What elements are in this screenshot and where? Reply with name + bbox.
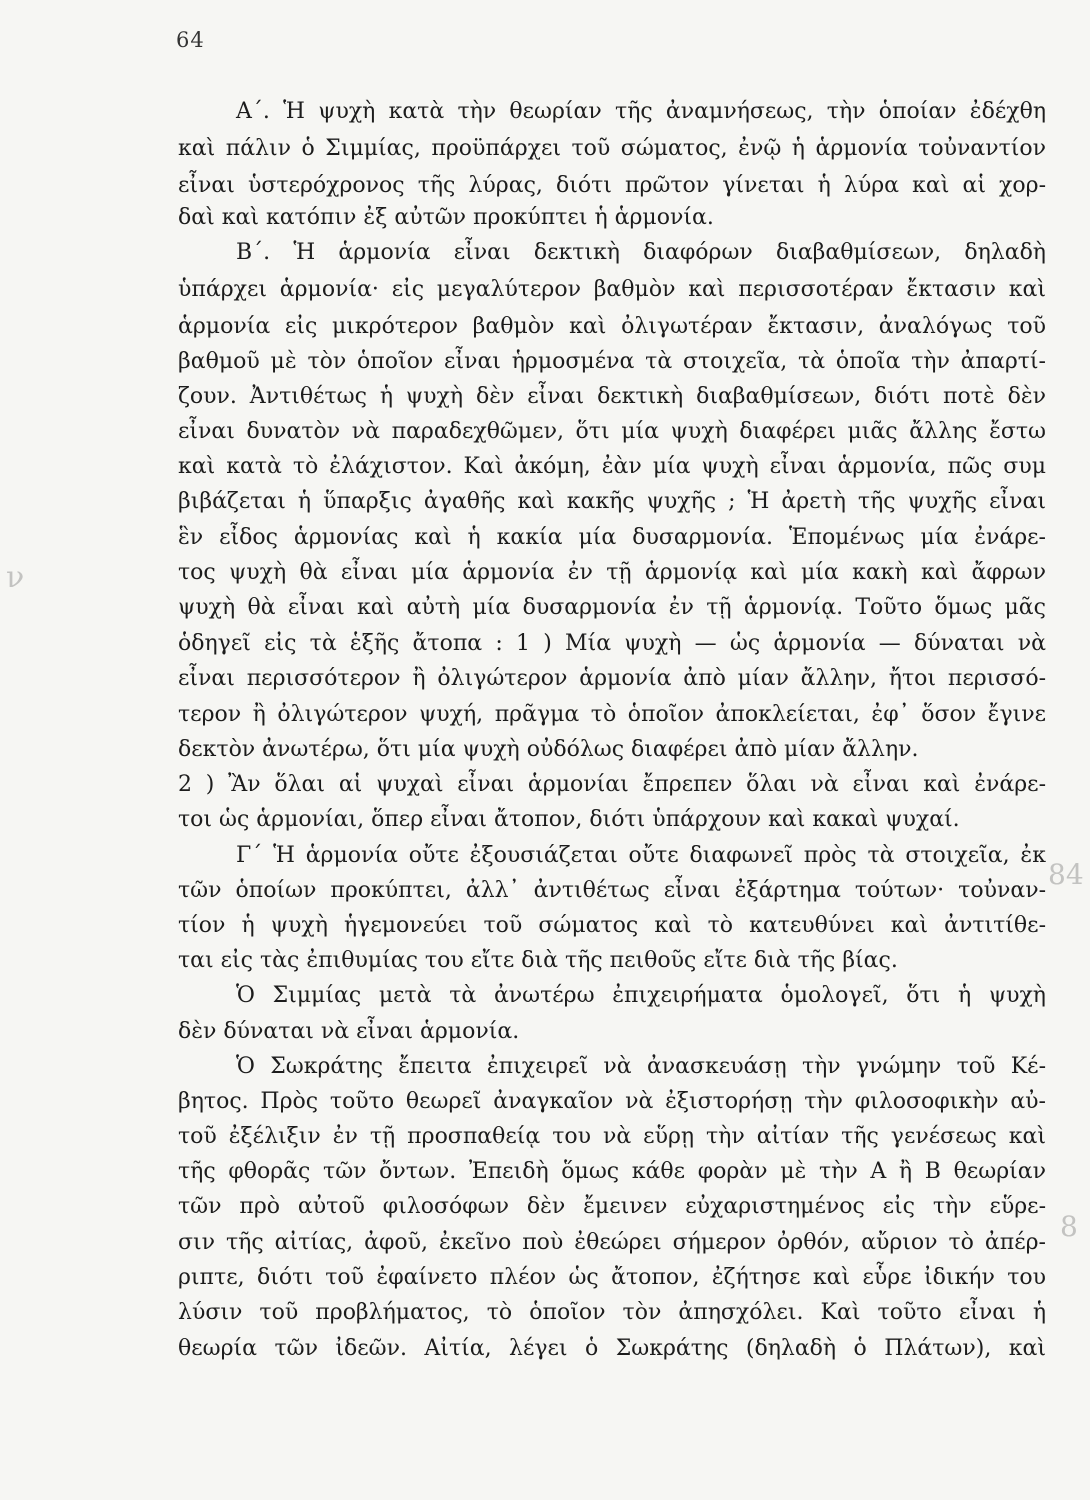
text-line-27: δὲν δύναται νὰ εἶναι ἁρμονία.	[178, 1019, 520, 1044]
page-number: 64	[176, 28, 205, 52]
text-line-16: ὁδηγεῖ εἰς τὰ ἑξῆς ἄτοπα : 1 ) Μία ψυχὴ — ὡς ἁρμονία — δύναται νὰ	[178, 631, 1046, 656]
text-line-25: ται εἰς τὰς ἐπιθυμίας του εἴτε διὰ τῆς πειθοῦς εἴτε διὰ τῆς βίας.	[178, 948, 898, 973]
text-line-9: ζουν. Ἀντιθέτως ἡ ψυχὴ δὲν εἶναι δεκτικὴ διαβαθμίσεων, διότι ποτὲ δὲν	[178, 384, 1046, 409]
text-line-22: Γ΄ Ἡ ἁρμονία οὔτε ἐξουσιάζεται οὔτε διαφωνεῖ πρὸς τὰ στοιχεῖα, ἐκ	[236, 843, 1046, 868]
text-line-32: τῶν πρὸ αὐτοῦ φιλοσόφων δὲν ἔμεινεν εὐχαριστημένος εἰς τὴν εὕρε-	[178, 1194, 1046, 1219]
text-line-19: δεκτὸν ἀνωτέρω, ὅτι μία ψυχὴ οὐδόλως διαφέρει ἀπὸ μίαν ἄλλην.	[178, 737, 919, 762]
bleed-through-left: ν	[6, 560, 25, 595]
text-line-17: εἶναι περισσότερον ἢ ὀλιγώτερον ἁρμονία ἀπὸ μίαν ἄλλην, ἤτοι περισσό-	[178, 666, 1046, 691]
text-line-18: τερον ἢ ὀλιγώτερον ψυχή, πρᾶγμα τὸ ὁποῖον ἀποκλείεται, ἐφ᾽ ὅσον ἔγινε	[178, 702, 1046, 727]
text-line-4: δαὶ καὶ κατόπιν ἐξ αὐτῶν προκύπτει ἡ ἁρμονία.	[178, 205, 714, 230]
text-line-2: καὶ πάλιν ὁ Σιμμίας, προϋπάρχει τοῦ σώματος, ἐνῷ ἡ ἁρμονία τοὐναντίον	[178, 136, 1046, 161]
text-line-1: Α΄. Ἡ ψυχὴ κατὰ τὴν θεωρίαν τῆς ἀναμνήσεως, τὴν ὁποίαν ἐδέχθη	[236, 99, 1046, 124]
text-line-29: βητος. Πρὸς τοῦτο θεωρεῖ ἀναγκαῖον νὰ ἐξιστορήσῃ τὴν φιλοσοφικὴν αὐ-	[178, 1089, 1046, 1114]
text-line-24: τίον ἡ ψυχὴ ἡγεμονεύει τοῦ σώματος καὶ τὸ κατευθύνει καὶ ἀντιτίθε-	[178, 913, 1046, 938]
bleed-through-number-b: 8	[1060, 1210, 1078, 1243]
text-line-13: ἓν εἶδος ἁρμονίας καὶ ἡ κακία μία δυσαρμονία. Ἑπομένως μία ἐνάρε-	[178, 525, 1046, 550]
text-line-34: ριπτε, διότι τοῦ ἐφαίνετο πλέον ὡς ἄτοπον, ἐζήτησε καὶ εὗρε ἰδικήν του	[178, 1265, 1046, 1290]
text-line-7: ἁρμονία εἰς μικρότερον βαθμὸν καὶ ὀλιγωτέραν ἔκτασιν, ἀναλόγως τοῦ	[178, 314, 1046, 339]
text-line-10: εἶναι δυνατὸν νὰ παραδεχθῶμεν, ὅτι μία ψυχὴ διαφέρει μιᾶς ἄλλης ἔστω	[178, 419, 1046, 444]
text-line-21: τοι ὡς ἁρμονίαι, ὅπερ εἶναι ἄτοπον, διότι ὑπάρχουν καὶ κακαὶ ψυχαί.	[178, 807, 960, 832]
text-line-33: σιν τῆς αἰτίας, ἀφοῦ, ἐκεῖνο ποὺ ἐθεώρει σήμερον ὀρθόν, αὔριον τὸ ἀπέρ-	[178, 1230, 1046, 1255]
text-line-14: τος ψυχὴ θὰ εἶναι μία ἁρμονία ἐν τῇ ἁρμονίᾳ καὶ μία κακὴ καὶ ἄφρων	[178, 560, 1046, 585]
text-line-12: βιβάζεται ἡ ὕπαρξις ἀγαθῆς καὶ κακῆς ψυχῆς ; Ἡ ἀρετὴ τῆς ψυχῆς εἶναι	[178, 489, 1046, 514]
text-line-6: ὑπάρχει ἁρμονία· εἰς μεγαλύτερον βαθμὸν καὶ περισσοτέραν ἔκτασιν καὶ	[178, 277, 1046, 302]
text-line-31: τῆς φθορᾶς τῶν ὄντων. Ἐπειδὴ ὅμως κάθε φορὰν μὲ τὴν Α ἢ Β θεωρίαν	[178, 1159, 1046, 1184]
bleed-through-number-a: 84	[1048, 858, 1084, 891]
text-line-26: Ὁ Σιμμίας μετὰ τὰ ἀνωτέρω ἐπιχειρήματα ὁμολογεῖ, ὅτι ἡ ψυχὴ	[236, 983, 1046, 1008]
text-line-20: 2 ) Ἂν ὅλαι αἱ ψυχαὶ εἶναι ἁρμονίαι ἔπρεπεν ὅλαι νὰ εἶναι καὶ ἐνάρε-	[178, 772, 1046, 797]
text-line-23: τῶν ὁποίων προκύπτει, ἀλλ᾽ ἀντιθέτως εἶναι ἐξάρτημα τούτων· τοὐναν-	[178, 878, 1046, 903]
text-line-30: τοῦ ἐξέλιξιν ἐν τῇ προσπαθείᾳ του νὰ εὕρῃ τὴν αἰτίαν τῆς γενέσεως καὶ	[178, 1124, 1046, 1149]
text-line-36: θεωρία τῶν ἰδεῶν. Αἰτία, λέγει ὁ Σωκράτης (δηλαδὴ ὁ Πλάτων), καὶ	[178, 1336, 1046, 1361]
text-line-28: Ὁ Σωκράτης ἔπειτα ἐπιχειρεῖ νὰ ἀνασκευάσῃ τὴν γνώμην τοῦ Κέ-	[236, 1054, 1046, 1079]
text-line-11: καὶ κατὰ τὸ ἐλάχιστον. Καὶ ἀκόμη, ἐὰν μία ψυχὴ εἶναι ἁρμονία, πῶς συμ	[178, 454, 1046, 479]
text-line-15: ψυχὴ θὰ εἶναι καὶ αὐτὴ μία δυσαρμονία ἐν τῇ ἁρμονίᾳ. Τοῦτο ὅμως μᾶς	[178, 595, 1046, 620]
text-line-3: εἶναι ὑστερόχρονος τῆς λύρας, διότι πρῶτον γίνεται ἡ λύρα καὶ αἱ χορ-	[178, 173, 1046, 198]
text-line-35: λύσιν τοῦ προβλήματος, τὸ ὁποῖον τὸν ἀπησχόλει. Καὶ τοῦτο εἶναι ἡ	[178, 1300, 1046, 1325]
text-line-8: βαθμοῦ μὲ τὸν ὁποῖον εἶναι ἡρμοσμένα τὰ στοιχεῖα, τὰ ὁποῖα τὴν ἀπαρτί-	[178, 349, 1046, 374]
text-line-5: Β΄. Ἡ ἁρμονία εἶναι δεκτικὴ διαφόρων διαβαθμίσεων, δηλαδὴ	[236, 240, 1046, 265]
